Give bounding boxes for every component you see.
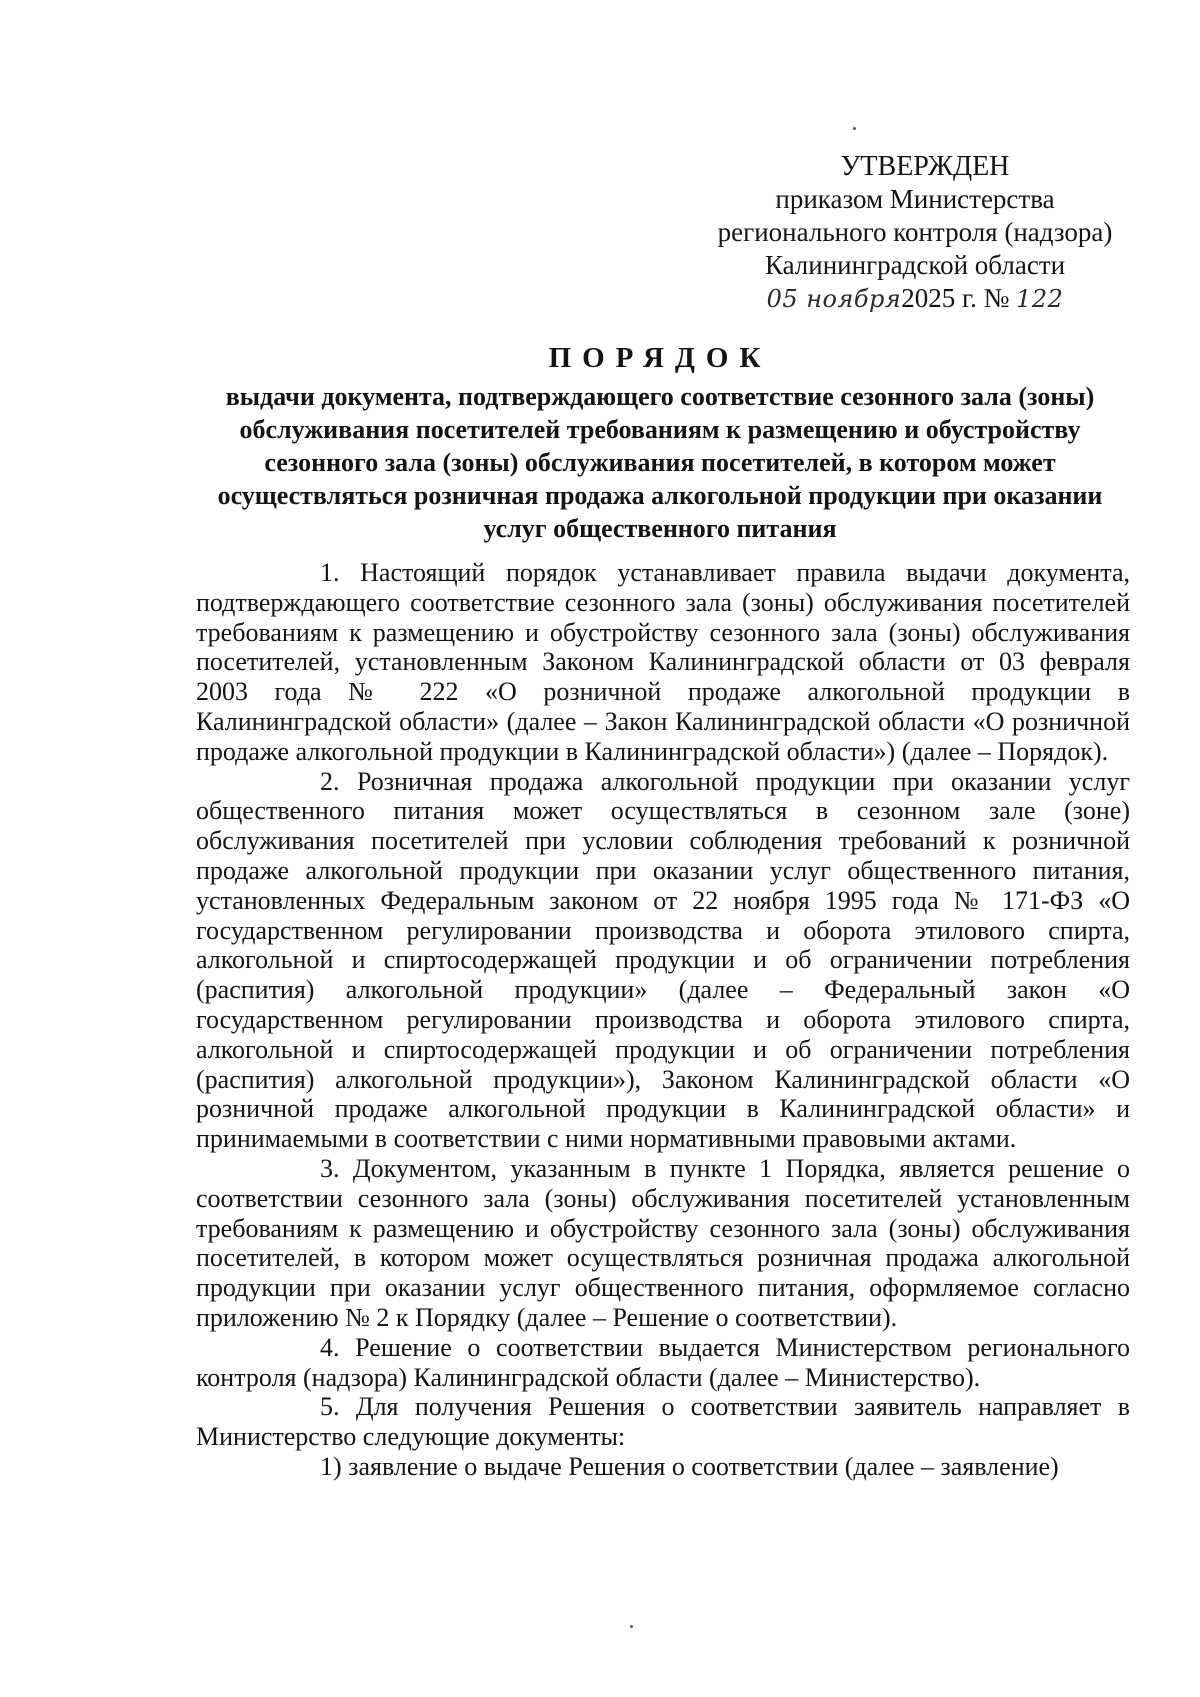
- paragraph-text: заявление о выдаче Решения о соответствии (далее – заявление): [348, 1451, 1059, 1481]
- document-body: [196, 558, 1130, 1482]
- paragraph-text: Решение о соответствии выдается Министерством регионального контроля (надзора) Калининградской области (далее – Министерство).: [196, 1332, 1130, 1392]
- approval-year: 2025 г. №: [901, 283, 1010, 313]
- approval-date-line: [700, 282, 1130, 316]
- paragraph-text: Розничная продажа алкогольной продукции при оказании услуг общественного питания может осуществляться в сезонном зале (зоне) обслуживания посетителей при условии соблюдения требований к розничной продаже алкогольной продукции при оказании услуг общественного питания, установленных Федеральным законом от 22 ноября 1995 года № 171-ФЗ «О государственном регулировании производства и оборота этилового спирта, алкогольной и спиртосодержащей продукции и об ограничении потребления (распития) алкогольной продукции» (далее – Федеральный закон «О государственном регулировании производства и оборота этилового спирта, алкогольной и спиртосодержащей продукции и об ограничении потребления (распития) алкогольной продукции»), Законом Калининградской области «О розничной продаже алкогольной продукции в Калининградской области» и принимаемыми в соответствии с ними нормативными правовыми актами.: [196, 766, 1130, 1154]
- paragraph-1: [196, 558, 1130, 767]
- paragraph-number: 2.: [320, 766, 340, 796]
- scan-speck: [630, 1625, 633, 1628]
- paragraph-4: [196, 1333, 1130, 1393]
- approval-line-2: регионального контроля (надзора): [717, 217, 1113, 247]
- paragraph-text: Документом, указанным в пункте 1 Порядка, является решение о соответствии сезонного зала (зоны) обслуживания посетителей установленным требованиям к размещению и обустройству сезонного зала (зоны) обслуживания посетителей, в котором может осуществляться розничная продажа алкогольной продукции при оказании услуг общественного питания, оформляемое согласно приложению № 2 к Порядку (далее – Решение о соответствии).: [196, 1153, 1131, 1332]
- paragraph-number: 3.: [320, 1153, 340, 1183]
- paragraph-2: [196, 767, 1130, 1154]
- handwritten-number: 122: [1016, 285, 1064, 313]
- paragraph-5-item-1: [196, 1452, 1130, 1482]
- approval-stamp-block: [700, 150, 1130, 316]
- paragraph-3: [196, 1154, 1130, 1333]
- title-heading: ПОРЯДОК: [548, 342, 772, 374]
- paragraph-number: 4.: [320, 1332, 340, 1362]
- paragraph-number: 1): [320, 1451, 342, 1481]
- title-subtitle: выдачи документа, подтверждающего соответствие сезонного зала (зоны) обслуживания посетителей требованиям к размещению и обустройству сезонного зала (зоны) обслуживания посетителей, в котором может осуществляться розничная продажа алкогольной продукции при оказании услуг общественного питания: [217, 382, 1103, 543]
- paragraph-5: [196, 1392, 1130, 1452]
- paragraph-text: Для получения Решения о соответствии заявитель направляет в Министерство следующие документы:: [196, 1392, 1131, 1452]
- approval-line-1: приказом Министерства: [775, 184, 1055, 214]
- scan-speck: [853, 127, 856, 130]
- handwritten-date: 05 ноября: [766, 285, 902, 313]
- paragraph-number: 5.: [320, 1392, 340, 1422]
- approved-label: УТВЕРЖДЕН: [840, 151, 1010, 182]
- paragraph-number: 1.: [320, 558, 340, 587]
- paragraph-text: Настоящий порядок устанавливает правила выдачи документа, подтверждающего соответствие сезонного зала (зоны) обслуживания посетителей требованиям к размещению и обустройству сезонного зала (зоны) обслуживания посетителей, установленным Законом Калининградской области от 03 февраля 2003 года № 222 «О розничной продаже алкогольной продукции в Калининградской области» (далее – Закон Калининградской области «О розничной продаже алкогольной продукции в Калининградской области») (далее – Порядок).: [196, 558, 1131, 766]
- approval-line-3: Калининградской области: [764, 250, 1066, 280]
- document-title: [190, 338, 1130, 545]
